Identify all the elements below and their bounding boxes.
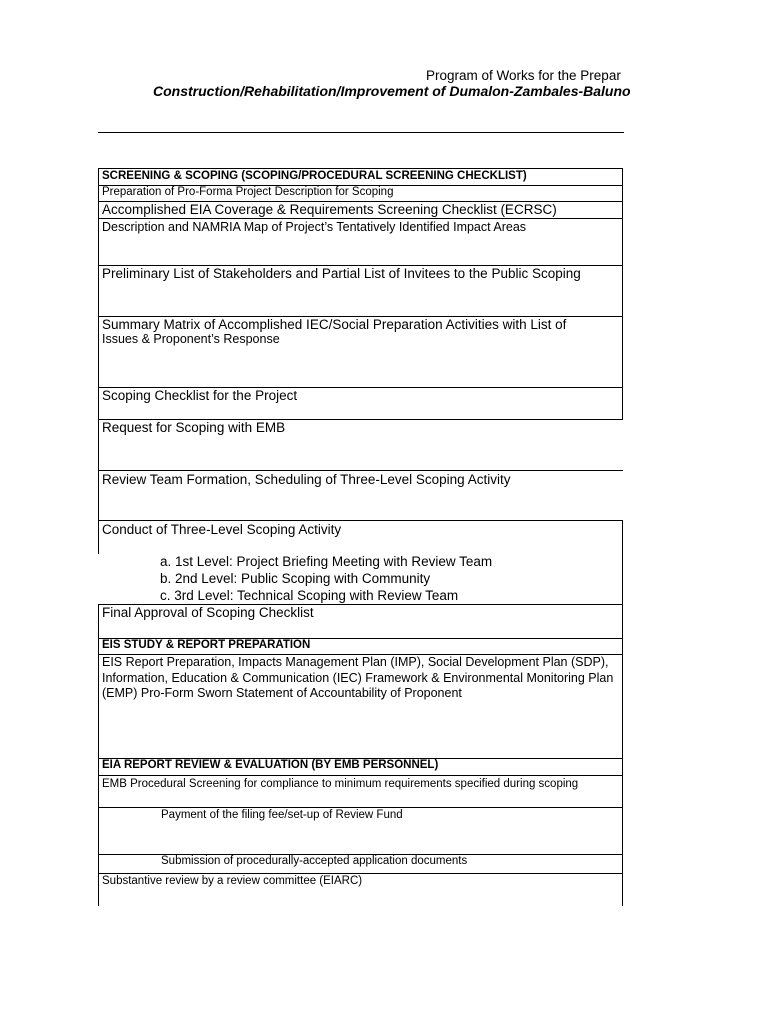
row-label: EIS Report Preparation, Impacts Management Plan (IMP), Social Development Plan (SDP), Information, Education & Communication (IEC) Framework & Environmental Monitoring Plan (EMP) Pro-Form Sworn Statement of Accountability of Proponent — [102, 655, 614, 700]
table-row-submission — [98, 854, 623, 874]
document-title: Program of Works for the Prepar — [426, 68, 621, 83]
row-label: EMB Procedural Screening for compliance to minimum requirements specified during scoping — [102, 778, 579, 790]
row-label: Payment of the filing fee/set-up of Review Fund — [161, 809, 403, 821]
table-row-final-approval — [98, 604, 623, 639]
table-row-summary-matrix — [98, 316, 623, 388]
section-header-eis — [98, 638, 623, 655]
table-row-request-scoping — [98, 419, 623, 471]
table-row-review-team — [98, 470, 623, 520]
section-header-label: EIA REPORT REVIEW & EVALUATION (BY EMB PERSONNEL) — [102, 759, 439, 771]
row-label: Final Approval of Scoping Checklist — [102, 605, 314, 620]
table-row-emb-screening — [98, 775, 623, 808]
row-label: Submission of procedurally-accepted application documents — [161, 855, 468, 867]
section-header-eia — [98, 758, 623, 775]
table-row-stakeholders — [98, 265, 623, 317]
row-label: Accomplished EIA Coverage & Requirements Screening Checklist (ECRSC) — [102, 202, 557, 217]
table-row-eis-report — [98, 654, 623, 759]
row-label-line2: Issues & Proponent’s Response — [102, 332, 280, 346]
table-row-conduct — [98, 520, 623, 554]
row-label: Description and NAMRIA Map of Project’s Tentatively Identified Impact Areas — [102, 220, 527, 234]
table-row-payment — [98, 807, 623, 855]
scoping-level-c: c. 3rd Level: Technical Scoping with Review Team — [160, 588, 459, 603]
project-title: Construction/Rehabilitation/Improvement of Dumalon-Zambales-Baluno — [153, 83, 631, 99]
row-label: Preliminary List of Stakeholders and Partial List of Invitees to the Public Scoping — [102, 266, 581, 281]
section-header-screening — [98, 168, 623, 186]
row-label: Preparation of Pro-Forma Project Description for Scoping — [102, 186, 394, 198]
table-row-substantive — [98, 873, 623, 906]
table-row-namria — [98, 218, 623, 266]
scoping-level-a: a. 1st Level: Project Briefing Meeting with Review Team — [160, 554, 493, 569]
table-row-ecrsc — [98, 201, 623, 219]
table-row-scoping-checklist — [98, 387, 623, 420]
row-label: Substantive review by a review committee (EIARC) — [102, 875, 363, 887]
section-header-label: SCREENING & SCOPING (SCOPING/PROCEDURAL SCREENING CHECKLIST) — [102, 170, 527, 182]
table-row-pro-forma — [98, 186, 623, 201]
scoping-level-b: b. 2nd Level: Public Scoping with Community — [160, 571, 431, 586]
row-label: Scoping Checklist for the Project — [102, 388, 298, 403]
row-label: Request for Scoping with EMB — [102, 420, 286, 435]
row-label-line1: Summary Matrix of Accomplished IEC/Social Preparation Activities with List of — [102, 317, 567, 332]
section-header-label: EIS STUDY & REPORT PREPARATION — [102, 639, 311, 651]
row-label: Review Team Formation, Scheduling of Three-Level Scoping Activity — [102, 472, 511, 487]
row-label: Conduct of Three-Level Scoping Activity — [102, 522, 342, 537]
